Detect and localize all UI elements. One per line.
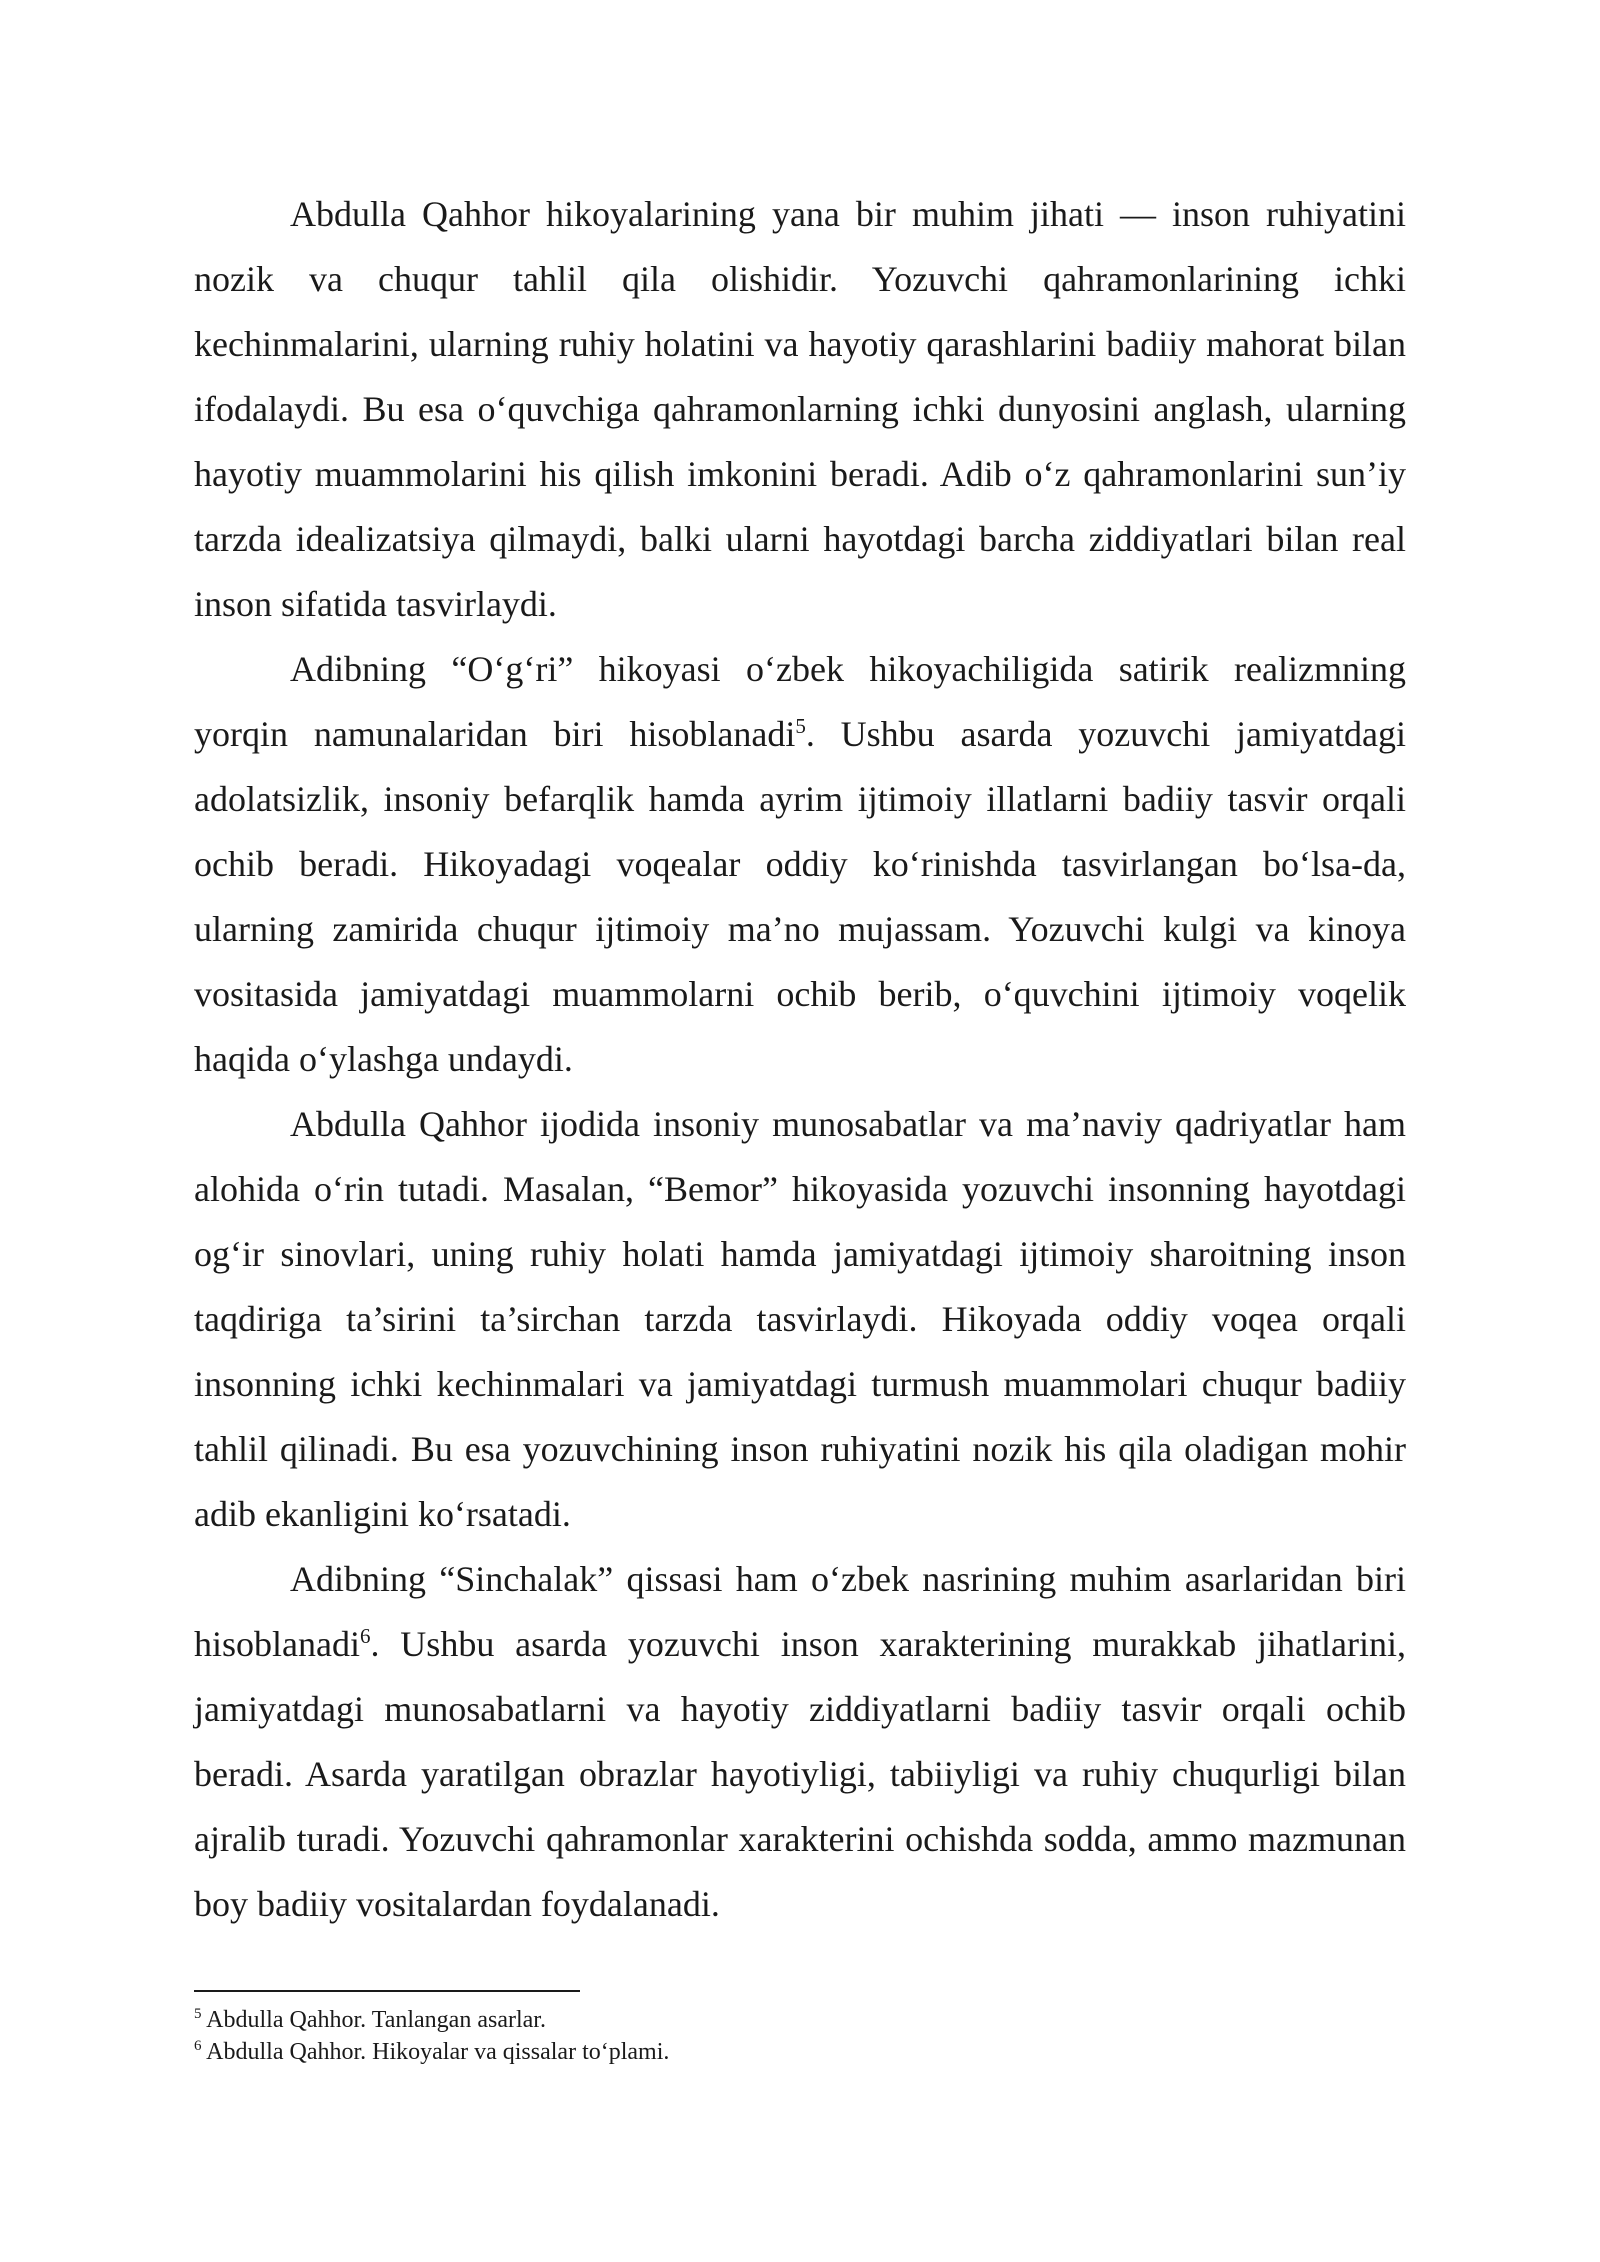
footnotes <box>194 2004 1406 2068</box>
footnote-6 <box>194 2036 1406 2068</box>
footnote-text: Abdulla Qahhor. Hikoyalar va qissalar to‘plami. <box>201 2039 670 2065</box>
paragraph-text: . Ushbu asarda yozuvchi jamiyatdagi adolatsizlik, insoniy befarqlik hamda ayrim ijtimoiy illatlarni badiiy tasvir orqali ochib beradi. Hikoyadagi voqealar oddiy ko‘rinishda tasvirlangan bo‘lsa-da, ularning zamirida chuqur ijtimoiy ma’no mujassam. Yozuvchi kulgi va kinoya vositasida jamiyatdagi muammolarni ochib berib, o‘quvchini ijtimoiy voqelik haqida o‘ylashga undaydi. <box>194 714 1406 1079</box>
paragraph-text: . Ushbu asarda yozuvchi inson xarakterining murakkab jihatlarini, jamiyatdagi munosabatlarni va hayotiy ziddiyatlarni badiiy tasvir orqali ochib beradi. Asarda yaratilgan obrazlar hayotiyligi, tabiiyligi va ruhiy chuqurligi bilan ajralib turadi. Yozuvchi qahramonlar xarakterini ochishda sodda, ammo mazmunan boy badiiy vositalardan foydalanadi. <box>194 1624 1406 1924</box>
footnote-ref-5[interactable]: 5 <box>795 714 806 738</box>
paragraph-text: Abdulla Qahhor ijodida insoniy munosabatlar va ma’naviy qadriyatlar ham alohida o‘rin tutadi. Masalan, “Bemor” hikoyasida yozuvchi insonning hayotdagi og‘ir sinovlari, uning ruhiy holati hamda jamiyatdagi ijtimoiy sharoitning inson taqdiriga ta’sirini ta’sirchan tarzda tasvirlaydi. Hikoyada oddiy voqea orqali insonning ichki kechinmalari va jamiyatdagi turmush muammolari chuqur badiiy tahlil qilinadi. Bu esa yozuvchining inson ruhiyatini nozik his qila oladigan mohir adib ekanligini ko‘rsatadi. <box>194 1104 1406 1534</box>
footnote-number: 6 <box>194 2038 202 2054</box>
footnote-ref-6[interactable]: 6 <box>359 1624 371 1648</box>
paragraph-2 <box>194 637 1406 1092</box>
paragraph-1 <box>194 182 1406 637</box>
footnote-separator <box>194 1990 580 1992</box>
paragraph-3 <box>194 1092 1406 1547</box>
paragraph-text: Adibning “Sinchalak” qissasi ham o‘zbek nasrining muhim asarlaridan biri hisoblanadi <box>194 1559 1406 1664</box>
paragraph-4 <box>194 1547 1406 1937</box>
body-text <box>194 182 1406 1937</box>
paragraph-text: Adibning “O‘g‘ri” hikoyasi o‘zbek hikoyachiligida satirik realizmning yorqin namunalaridan biri hisoblanadi <box>194 649 1406 754</box>
footnote-number: 5 <box>194 2006 202 2022</box>
footnote-text: Abdulla Qahhor. Tanlangan asarlar. <box>201 2007 546 2033</box>
footnote-5 <box>194 2004 1406 2036</box>
paragraph-text: Abdulla Qahhor hikoyalarining yana bir muhim jihati — inson ruhiyatini nozik va chuqur tahlil qila olishidir. Yozuvchi qahramonlarining ichki kechinmalarini, ularning ruhiy holatini va hayotiy qarashlarini badiiy mahorat bilan ifodalaydi. Bu esa o‘quvchiga qahramonlarning ichki dunyosini anglash, ularning hayotiy muammolarini his qilish imkonini beradi. Adib o‘z qahramonlarini sun’iy tarzda idealizatsiya qilmaydi, balki ularni hayotdagi barcha ziddiyatlari bilan real inson sifatida tasvirlaydi. <box>194 194 1406 624</box>
